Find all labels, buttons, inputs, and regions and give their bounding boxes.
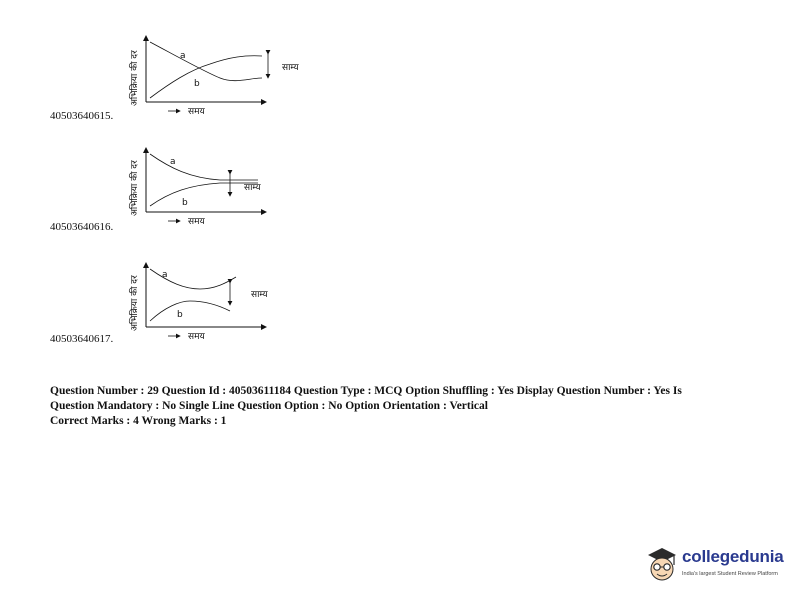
label-a: a — [170, 157, 176, 167]
label-b: b — [194, 79, 200, 89]
logo-wordmark: collegedunia — [682, 547, 784, 566]
rate-time-graph-1 — [110, 28, 310, 123]
x-axis-label: समय — [188, 332, 205, 342]
curve-a — [150, 42, 262, 81]
curve-b — [150, 301, 230, 321]
mascot-icon — [644, 543, 680, 587]
label-a: a — [180, 51, 186, 61]
collegedunia-logo[interactable] — [644, 543, 792, 593]
question-metadata — [50, 384, 750, 429]
metadata-line-1: Question Number : 29 Question Id : 40503611184 Question Type : MCQ Option Shuffling : Yes Display Question Number : Yes Is — [50, 385, 682, 397]
option-id: 40503640616. — [50, 221, 114, 233]
x-axis-label: समय — [188, 107, 205, 117]
y-axis-label: अभिक्रिया की दर — [130, 50, 140, 106]
curve-b — [150, 183, 258, 206]
curve-a — [150, 154, 258, 180]
x-axis-label: समय — [188, 217, 205, 227]
option-id: 40503640617. — [50, 333, 114, 345]
curve-b — [150, 56, 262, 98]
label-b: b — [182, 198, 188, 208]
y-axis-label: अभिक्रिया की दर — [130, 160, 140, 216]
equilibrium-label: साम्य — [251, 290, 268, 300]
label-a: a — [162, 270, 168, 280]
metadata-line-2: Question Mandatory : No Single Line Question Option : No Option Orientation : Vertical — [50, 400, 488, 412]
label-b: b — [177, 310, 183, 320]
metadata-line-3: Correct Marks : 4 Wrong Marks : 1 — [50, 415, 227, 427]
equilibrium-label: साम्य — [282, 63, 299, 73]
rate-time-graph-2 — [110, 140, 310, 235]
logo-tagline: India's largest Student Review Platform — [682, 571, 778, 577]
y-axis-label: अभिक्रिया की दर — [130, 275, 140, 331]
rate-time-graph-3 — [110, 255, 310, 350]
equilibrium-label: साम्य — [244, 183, 261, 193]
option-id: 40503640615. — [50, 110, 114, 122]
